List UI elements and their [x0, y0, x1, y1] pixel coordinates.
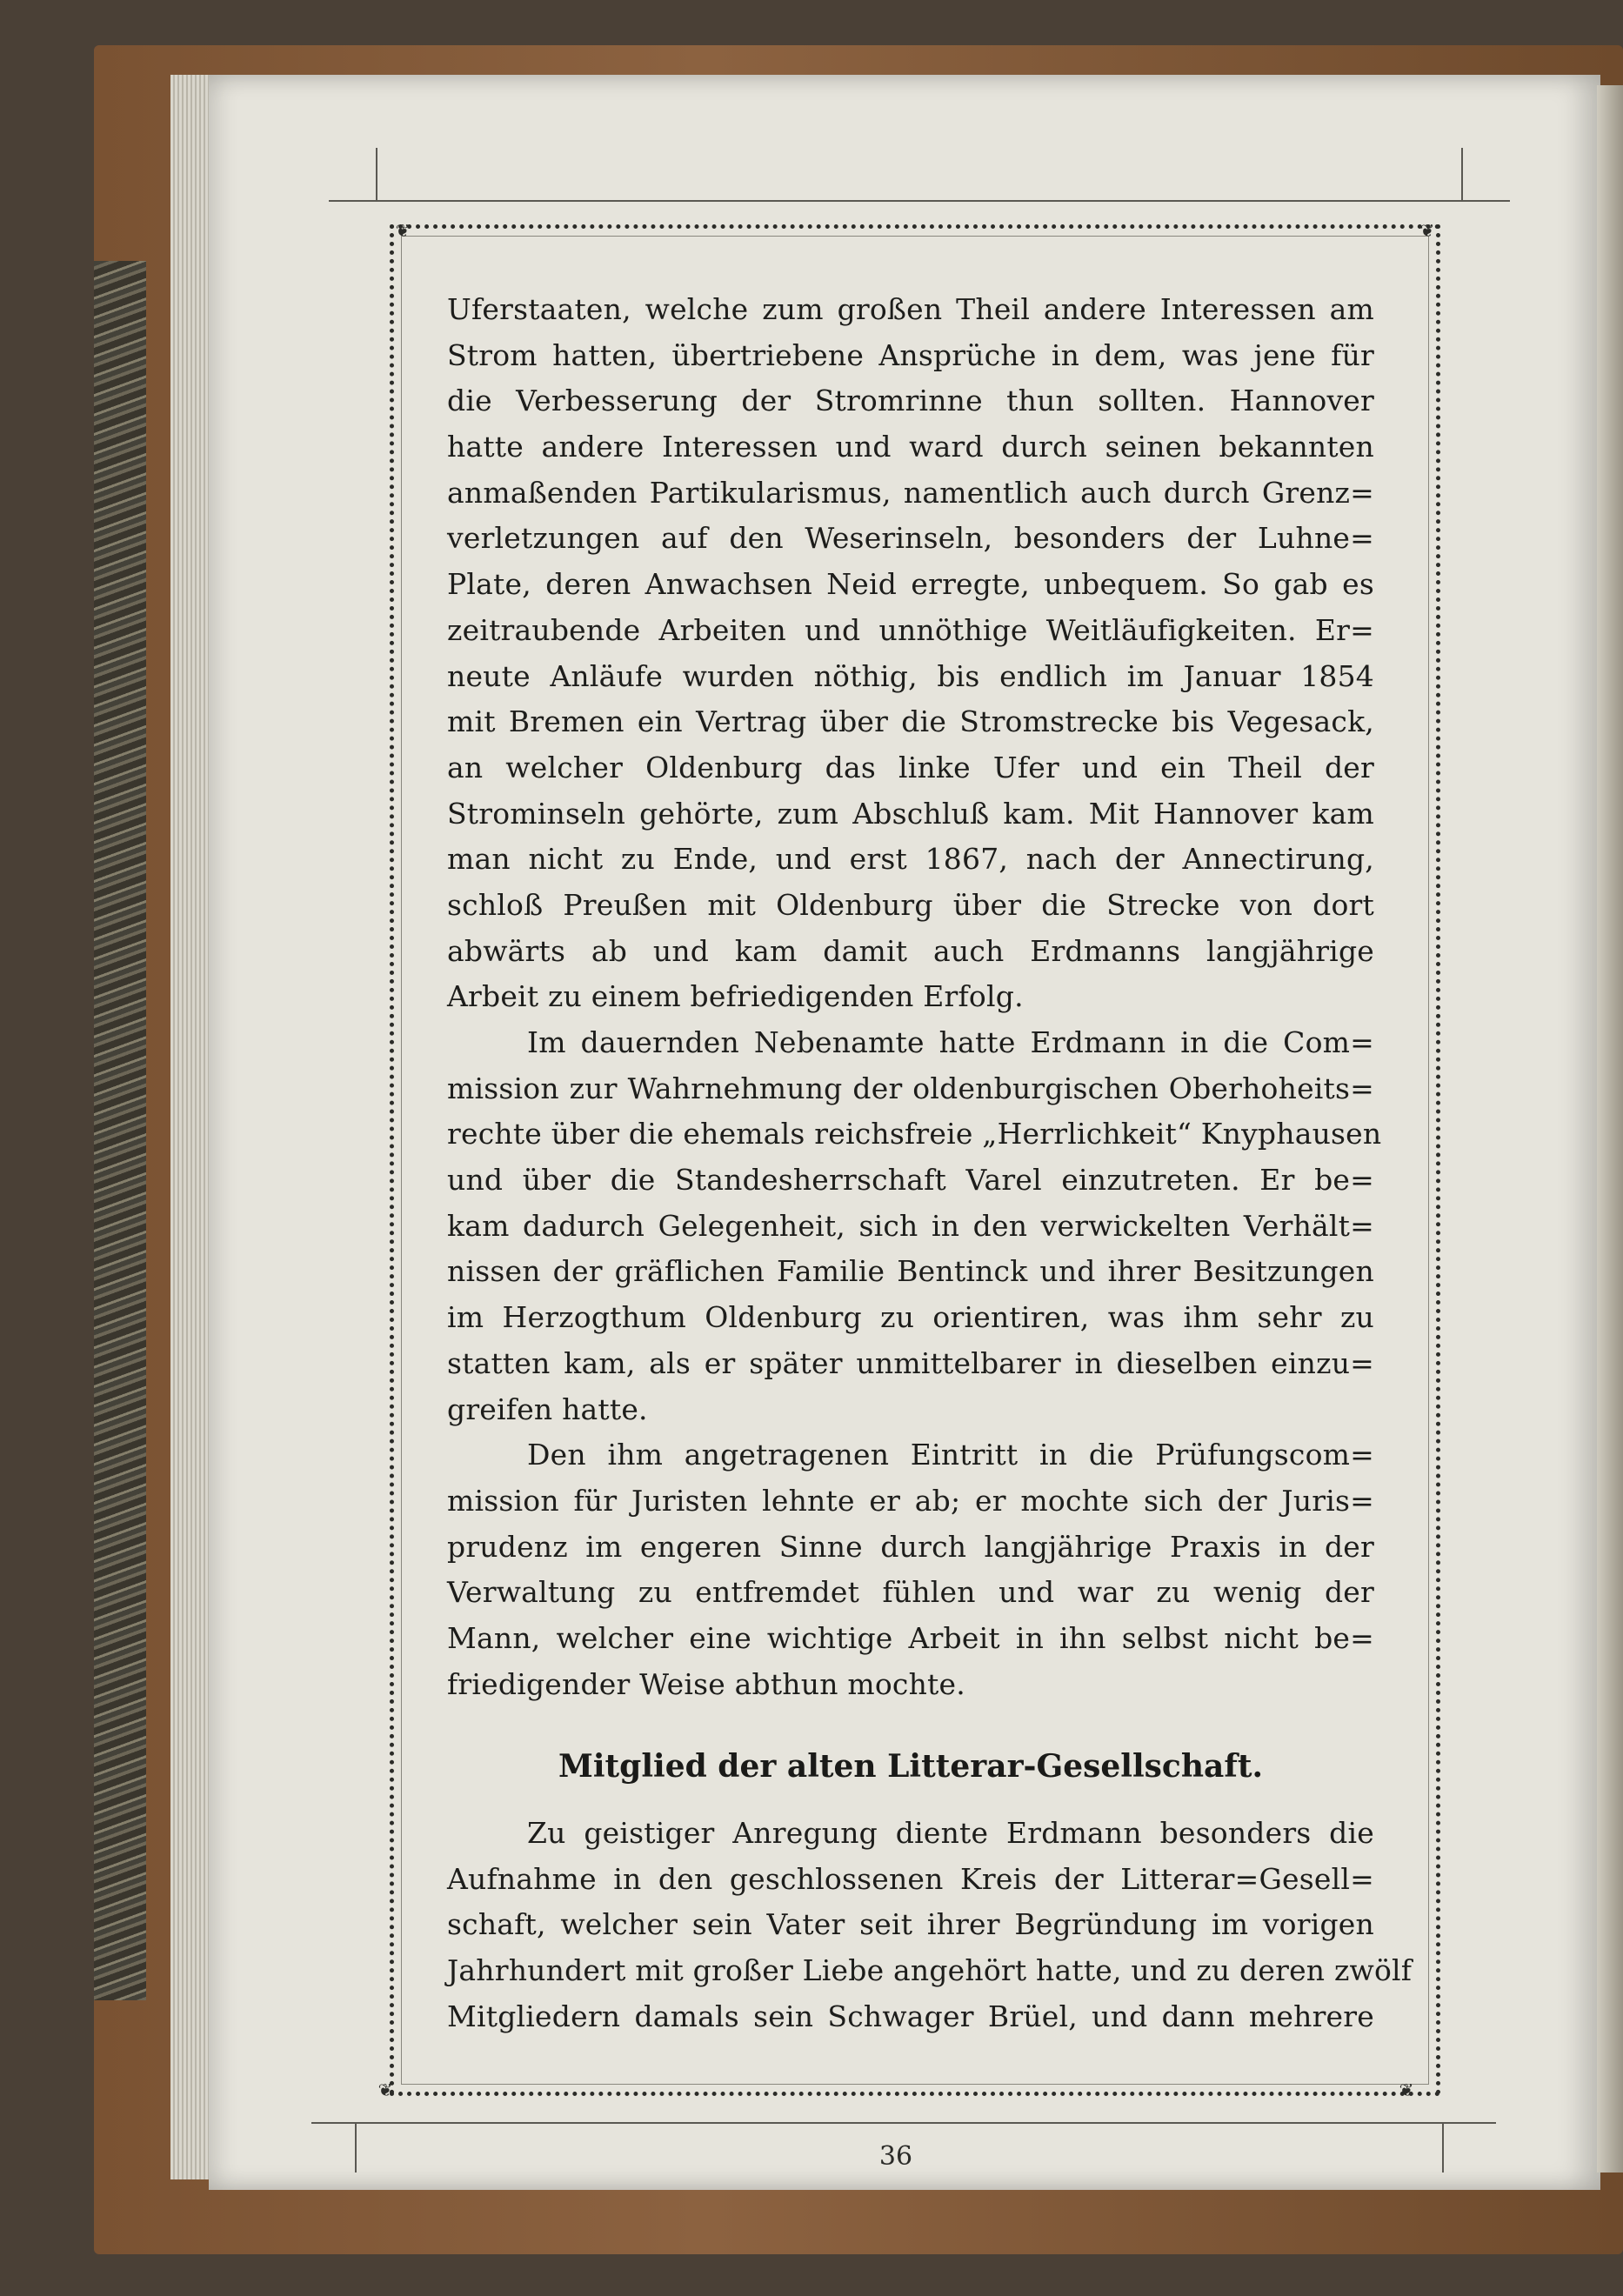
body-text: [447, 287, 1382, 1707]
text-line: Zu geistiger Anregung diente Erdmann besonders die: [527, 1816, 1374, 1850]
text-line: kam dadurch Gelegenheit, sich in den verwickelten Verhält=: [447, 1208, 1374, 1243]
page-number: 36: [878, 2141, 913, 2172]
text-line: verletzungen auf den Weserinseln, besonders der Luhne=: [447, 521, 1374, 556]
text-line: mit Bremen ein Vertrag über die Stromstrecke bis Vegesack,: [447, 704, 1374, 739]
text-line: Plate, deren Anwachsen Neid erregte, unbequem. So gab es: [447, 567, 1374, 602]
text-line: neute Anläufe wurden nöthig, bis endlich im Januar 1854: [447, 658, 1374, 693]
text-line: Mitgliedern damals sein Schwager Brüel, und dann mehrere: [447, 1999, 1374, 2033]
text-line: Im dauernden Nebenamte hatte Erdmann in die Com=: [527, 1025, 1374, 1059]
text-line: Mann, welcher eine wichtige Arbeit in ihn selbst nicht be=: [447, 1620, 1374, 1655]
bottom-rule: [311, 2122, 1496, 2124]
text-line: Aufnahme in den geschlossenen Kreis der Litterar=Gesell=: [447, 1861, 1374, 1896]
text-line: Jahrhundert mit großer Liebe angehört hatte, und zu deren zwölf: [447, 1953, 1413, 1988]
paragraph-1: [447, 287, 1374, 1020]
text-line: schaft, welcher sein Vater seit ihrer Begründung im vorigen: [447, 1907, 1374, 1942]
text-line: an welcher Oldenburg das linke Ufer und ein Theil der: [447, 750, 1374, 784]
text-line: Verwaltung zu entfremdet fühlen und war zu wenig der: [447, 1575, 1374, 1610]
closing-paragraph: [447, 1811, 1413, 2039]
text-line: Den ihm angetragenen Eintritt in die Prüfungscom=: [527, 1438, 1374, 1472]
text-line: schloß Preußen mit Oldenburg über die Strecke von dort: [447, 887, 1374, 922]
bottom-right-vertical-rule: [1442, 2124, 1444, 2173]
text-line: man nicht zu Ende, und erst 1867, nach der Annectirung,: [447, 842, 1374, 877]
top-left-vertical-rule: [376, 148, 377, 200]
text-line: mission für Juristen lehnte er ab; er mochte sich der Juris=: [447, 1483, 1374, 1518]
corner-ornament-icon: ❦: [1399, 2079, 1414, 2100]
text-line: Strominseln gehörte, zum Abschluß kam. Mit Hannover kam: [447, 796, 1374, 831]
text-line: statten kam, als er später unmittelbarer in dieselben einzu=: [447, 1345, 1374, 1380]
text-line: greifen hatte.: [447, 1392, 648, 1426]
corner-ornament-icon: ❦: [377, 2079, 393, 2100]
text-line: im Herzogthum Oldenburg zu orientiren, was ihm sehr zu: [447, 1300, 1374, 1335]
bottom-left-vertical-rule: [355, 2124, 357, 2173]
right-page-edge: [1597, 85, 1623, 2173]
top-right-vertical-rule: [1461, 148, 1463, 200]
corner-ornament-icon: ❦: [395, 220, 411, 241]
top-rule: [329, 200, 1510, 202]
text-line: abwärts ab und kam damit auch Erdmanns langjährige: [447, 933, 1374, 968]
text-line: prudenz im engeren Sinne durch langjährige Praxis in der: [447, 1529, 1374, 1564]
marbled-endpaper: [94, 261, 146, 2000]
paragraph-3: [447, 1432, 1374, 1707]
text-line: und über die Standesherrschaft Varel einzutreten. Er be=: [447, 1163, 1374, 1198]
section-heading: Mitglied der alten Litterar-Gesellschaft.: [558, 1748, 1263, 1785]
text-line: die Verbesserung der Stromrinne thun sollten. Hannover: [447, 384, 1374, 418]
text-line: Strom hatten, übertriebene Ansprüche in dem, was jene für: [447, 337, 1374, 372]
text-line: Uferstaaten, welche zum großen Theil andere Interessen am: [447, 292, 1374, 326]
text-line: friedigender Weise abthun mochte.: [447, 1666, 965, 1701]
paragraph-2: [447, 1020, 1382, 1432]
text-line: zeitraubende Arbeiten und unnöthige Weitläufigkeiten. Er=: [447, 612, 1374, 647]
text-line: hatte andere Interessen und ward durch seinen bekannten: [447, 430, 1374, 464]
text-line: mission zur Wahrnehmung der oldenburgischen Oberhoheits=: [447, 1071, 1374, 1105]
text-line: nissen der gräflichen Familie Bentinck und ihrer Besitzungen: [447, 1254, 1374, 1289]
corner-ornament-icon: ❦: [1419, 220, 1435, 241]
text-line: rechte über die ehemals reichsfreie „Herrlichkeit“ Knyphausen: [447, 1117, 1382, 1151]
text-line: Arbeit zu einem befriedigenden Erfolg.: [447, 979, 1024, 1014]
text-line: anmaßenden Partikularismus, namentlich auch durch Grenz=: [447, 475, 1374, 510]
